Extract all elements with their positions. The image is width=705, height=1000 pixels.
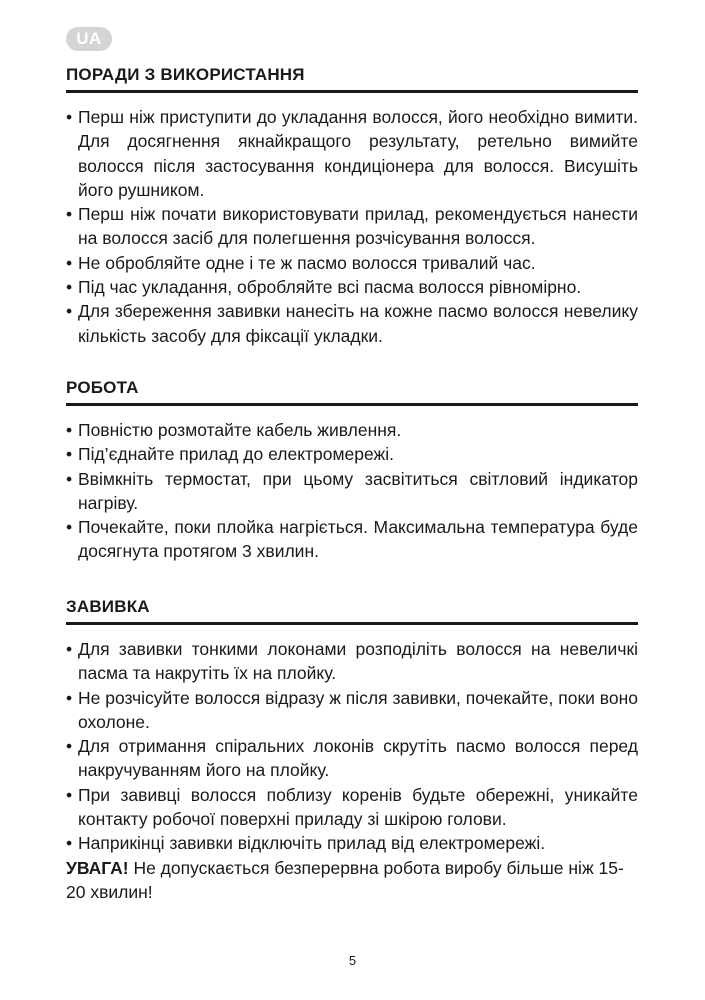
page-number: 5 <box>348 953 357 968</box>
language-badge: UA <box>66 27 112 51</box>
list-item: • При завивці волосся поблизу коренів будьте обережні, уникайте контакту робочої поверхні приладу зі шкірою голови. <box>66 783 638 832</box>
list-item: • Перш ніж почати використовувати прилад, рекомендується нанести на волосся засіб для полегшення розчісування волосся. <box>66 202 638 251</box>
bullet-list <box>66 418 638 564</box>
warning-label: УВАГА! <box>66 857 129 878</box>
bullet-list <box>66 637 638 856</box>
section-operation <box>66 377 638 564</box>
list-item: • Для отримання спіральних локонів скрутіть пасмо волосся перед накручуванням його на плойку. <box>66 734 638 783</box>
list-item: • Перш ніж приступити до укладання волосся, його необхідно вимити. Для досягнення якнайкращого результату, ретельно вимийте волосся після застосування кондиціонера для волосся. Висушіть його рушником. <box>66 105 638 202</box>
warning-text: Не допускається безперервна робота виробу більше ніж 15-20 хвилин! <box>66 857 624 902</box>
section-heading: РОБОТА <box>66 377 638 406</box>
section-usage-tips <box>66 64 638 348</box>
list-item: • Ввімкніть термостат, при цьому засвітиться світловий індикатор нагріву. <box>66 467 638 516</box>
list-item: • Для завивки тонкими локонами розподіліть волосся на невеличкі пасма та накрутіть їх на плойку. <box>66 637 638 686</box>
list-item: • Наприкінці завивки відключіть прилад від електромережі. <box>66 831 638 855</box>
list-item: • Для збереження завивки нанесіть на кожне пасмо волосся невелику кількість засобу для фіксації укладки. <box>66 299 638 348</box>
list-item: • Під час укладання, обробляйте всі пасма волосся рівномірно. <box>66 275 638 299</box>
section-heading: ЗАВИВКА <box>66 596 638 625</box>
list-item: • Не розчісуйте волосся відразу ж після завивки, почекайте, поки воно охолоне. <box>66 686 638 735</box>
warning-note <box>66 856 638 905</box>
list-item: • Почекайте, поки плойка нагріється. Максимальна температура буде досягнута протягом 3 хвилин. <box>66 515 638 564</box>
list-item: • Повністю розмотайте кабель живлення. <box>66 418 638 442</box>
list-item: • Не обробляйте одне і те ж пасмо волосся тривалий час. <box>66 251 638 275</box>
bullet-list <box>66 105 638 348</box>
section-heading: ПОРАДИ З ВИКОРИСТАННЯ <box>66 64 638 93</box>
list-item: • Під’єднайте прилад до електромережі. <box>66 442 638 466</box>
section-curling <box>66 596 638 904</box>
